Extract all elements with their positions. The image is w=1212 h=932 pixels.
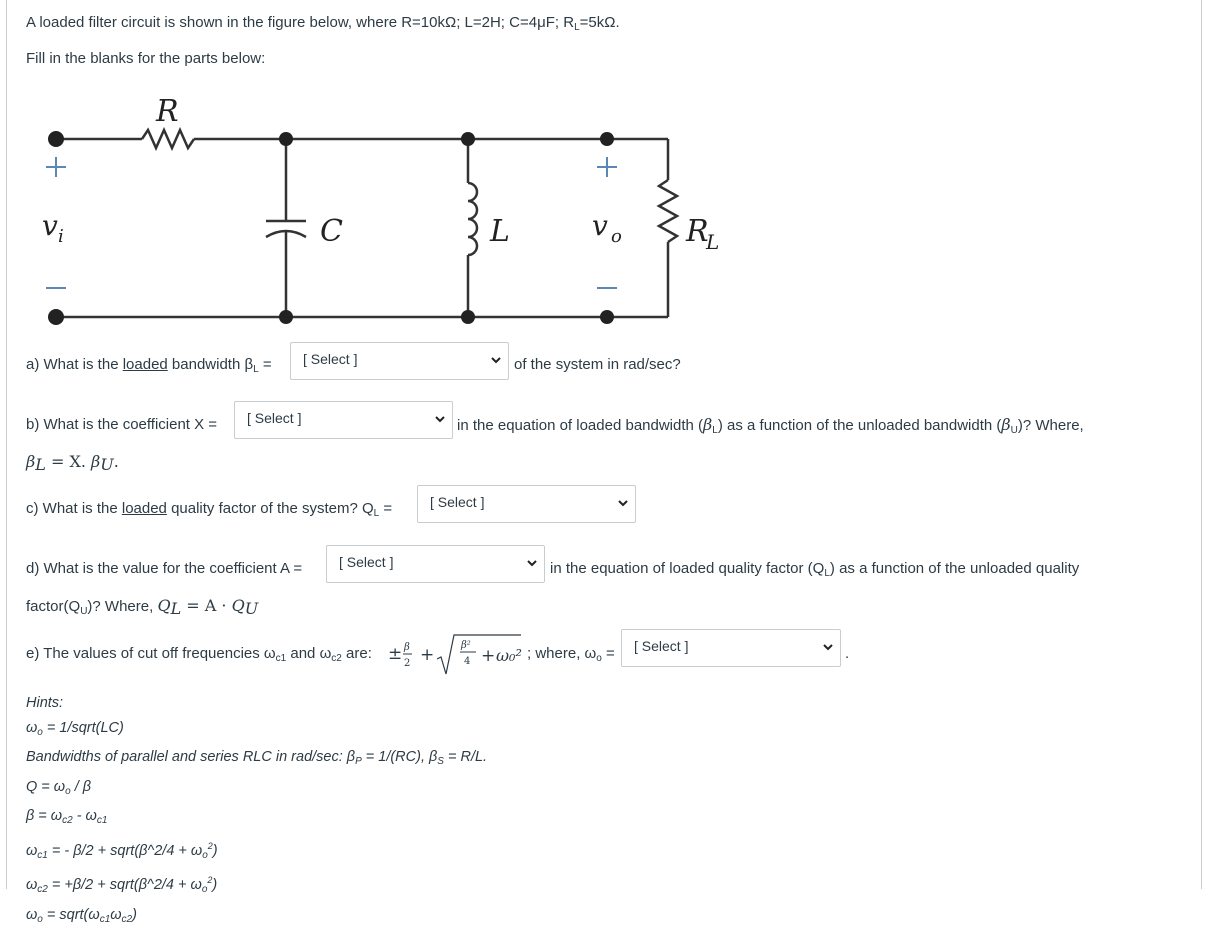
- hints-title: Hints:: [26, 691, 487, 716]
- part-d-select[interactable]: [ Select ]: [326, 545, 545, 583]
- label-r: R: [155, 94, 179, 129]
- svg-text:+: +: [420, 645, 434, 665]
- part-d-continuation: $factor(Q_U)$? Where, QL = A · QU: [26, 596, 258, 622]
- part-e-select[interactable]: [ Select ]: [621, 629, 841, 667]
- hint-wc1: $\omega_{c1}$ = - β/2 + sqrt(β^2/4 + $\omega_o^2$): [26, 834, 487, 869]
- part-d-suffix: in the equation of loaded quality factor $(Q_L)$ as a function of the unloaded quality: [550, 559, 1079, 584]
- part-a-suffix: of the system in rad/sec?: [514, 355, 681, 375]
- node-c-top: [279, 132, 293, 146]
- terminal-input-bottom: [48, 309, 64, 325]
- circuit-diagram: [30, 85, 750, 335]
- part-e-question: e) The values of cut off frequencies $\omega_{c1}$ and $\omega_{c2}$ are:: [26, 644, 372, 669]
- svg-text:+: +: [481, 646, 495, 666]
- node-c-bottom: [279, 310, 293, 324]
- part-a-select[interactable]: [ Select ]: [290, 342, 509, 380]
- part-a-question: a) What is the loaded bandwidth $\beta_L$ =: [26, 355, 272, 380]
- svg-text:2: 2: [404, 658, 410, 669]
- hint-wc2: $\omega_{c2} = +\beta/2$ + sqrt(β^2/4 + $\omega_o^2$): [26, 868, 487, 903]
- problem-statement: A loaded filter circuit is shown in the figure below, where R=10kΩ; L=2H; C=4μF; $R_L=5k\Omega$.: [26, 13, 620, 38]
- label-c: C: [320, 214, 343, 249]
- inductor-coil: [468, 183, 477, 255]
- chevron-down-icon: [617, 497, 629, 509]
- terminal-output-bottom: [600, 310, 614, 324]
- terminal-input-top: [48, 131, 64, 147]
- label-l: L: [489, 214, 510, 249]
- terminal-output-top: [600, 132, 614, 146]
- label-vi: v: [42, 209, 58, 242]
- chevron-down-icon: [526, 557, 538, 569]
- part-b-question: b) What is the coefficient X =: [26, 415, 217, 435]
- hint-bandwidths: Bandwidths of parallel and series RLC in rad/sec: $\beta_P = 1/(RC)$, $\beta_S = R/L$.: [26, 745, 487, 775]
- resistor-r-zigzag: [142, 130, 194, 148]
- hint-w0: $\omega_o$ = 1/sqrt(LC): [26, 716, 487, 746]
- hints-block: [26, 691, 487, 932]
- hint-w0-sqrt: $\omega_o$ = $sqrt(\omega_{c1}\omega_{c2})$: [26, 903, 487, 932]
- part-b-select[interactable]: [ Select ]: [234, 401, 453, 439]
- part-c-select[interactable]: [ Select ]: [417, 485, 636, 523]
- svg-text:±: ±: [388, 644, 402, 664]
- svg-text:β: β: [403, 642, 410, 653]
- label-vo: v: [592, 209, 608, 242]
- cutoff-formula: [386, 630, 526, 678]
- hint-beta: $\beta = \omega_{c2} - \omega_{c1}$: [26, 804, 487, 834]
- resistor-rl-zigzag: [659, 180, 677, 242]
- chevron-down-icon: [434, 413, 446, 425]
- part-b-equation: βL = X. βU.: [26, 452, 119, 474]
- label-vi-sub: i: [58, 226, 64, 247]
- node-l-top: [461, 132, 475, 146]
- svg-text:ω₀²: ω₀²: [496, 646, 522, 665]
- part-b-suffix: in the equation of loaded bandwidth $(\beta_L)$ as a function of the unloaded bandwidth $(\beta_U)$? Where,: [457, 415, 1084, 441]
- label-rl: R: [685, 214, 709, 249]
- label-rl-sub: L: [705, 230, 719, 254]
- part-e-where: ; where, $\omega_o$ =: [527, 644, 615, 669]
- part-e-period: .: [845, 644, 849, 664]
- part-d-question: d) What is the value for the coefficient A =: [26, 559, 302, 579]
- hint-q: $Q = \omega_o / \beta$: [26, 775, 487, 805]
- chevron-down-icon: [822, 641, 834, 653]
- label-vo-sub: o: [611, 226, 622, 247]
- part-c-question: c) What is the loaded quality factor of the system? $Q_L$ =: [26, 499, 392, 524]
- instructions: Fill in the blanks for the parts below:: [26, 49, 265, 69]
- svg-text:4: 4: [464, 656, 470, 667]
- chevron-down-icon: [490, 354, 502, 366]
- node-l-bottom: [461, 310, 475, 324]
- svg-text:β²: β²: [460, 640, 471, 651]
